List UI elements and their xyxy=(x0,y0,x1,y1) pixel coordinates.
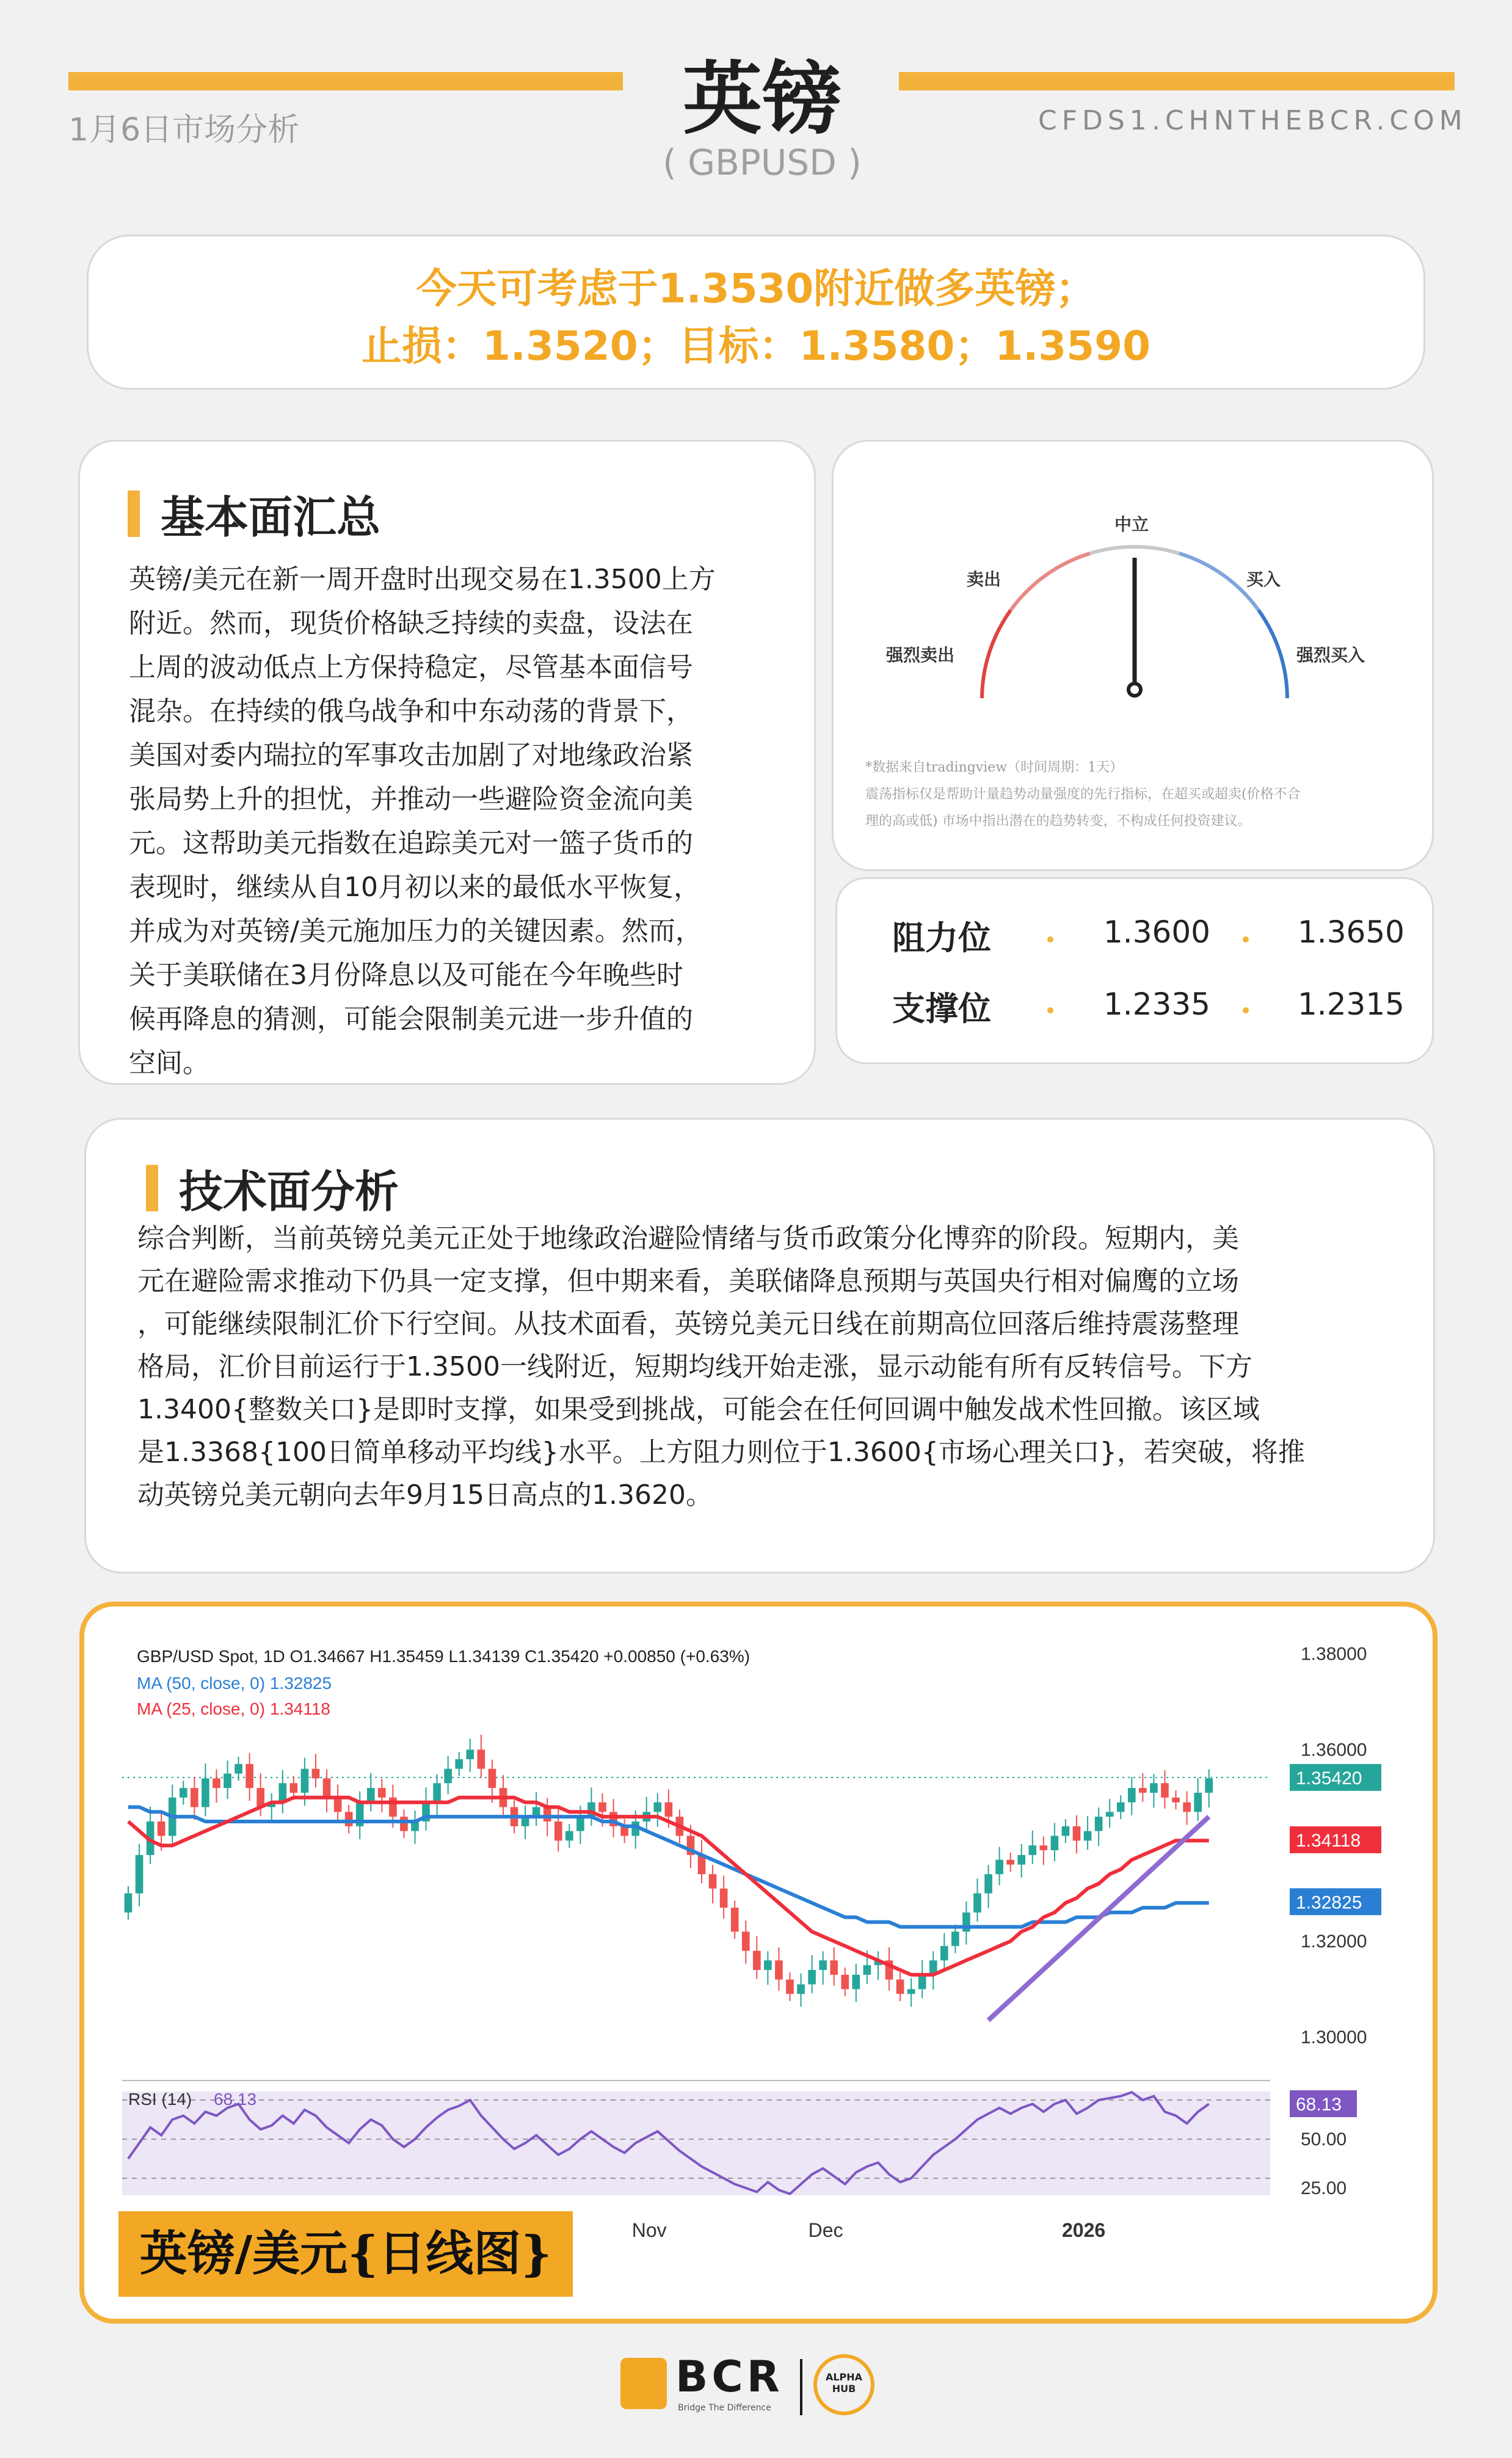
candle-body xyxy=(543,1807,551,1822)
candle-body xyxy=(444,1769,452,1784)
gauge-label-buy: 买入 xyxy=(1246,569,1281,589)
candle-body xyxy=(489,1769,496,1788)
candle-body xyxy=(1095,1817,1103,1831)
fundamental-body xyxy=(129,558,801,1085)
candle-body xyxy=(852,1975,860,1989)
candle-body xyxy=(290,1783,298,1793)
candle-body xyxy=(973,1894,981,1913)
candle-body xyxy=(345,1812,353,1826)
page-subtitle: ( GBPUSD ) xyxy=(663,142,862,183)
fundamental-line: 美国对委内瑞拉的军事攻击加剧了对地缘政治紧 xyxy=(129,740,693,771)
candle-body xyxy=(951,1931,959,1946)
candle-body xyxy=(224,1774,231,1789)
candle-body xyxy=(1139,1788,1147,1793)
fundamental-line: 空间。 xyxy=(129,1048,209,1079)
header-date: 1月6日市场分析 xyxy=(68,112,300,148)
candle-body xyxy=(202,1778,209,1807)
candle-body xyxy=(125,1894,133,1913)
candle-body xyxy=(301,1769,309,1793)
candle-body xyxy=(1183,1803,1191,1812)
ma25-badge-text: 1.34118 xyxy=(1296,1830,1361,1851)
candle-body xyxy=(400,1817,408,1831)
candle-body xyxy=(896,1980,904,1994)
section-marker xyxy=(128,491,140,537)
candle-body xyxy=(136,1855,144,1894)
technical-line: 1.3400{整数关口}是即时支撑，如果受到挑战，可能会在任何回调中触发战术性回撤。该区域 xyxy=(137,1394,1260,1425)
y-tick-label: 1.36000 xyxy=(1301,1740,1367,1760)
candle-body xyxy=(918,1975,926,1989)
chart-legend-ma50: MA (50, close, 0) 1.32825 xyxy=(137,1674,332,1693)
fundamental-title-text: 基本面汇总 xyxy=(161,492,381,543)
x-tick-label: Dec xyxy=(808,2219,843,2241)
candle-body xyxy=(1017,1855,1025,1865)
support-2: 1.2315 xyxy=(1298,986,1405,1022)
candle-body xyxy=(180,1788,187,1798)
gauge-note-3: 理的高或低) 市场中指出潜在的趋势转变，不构成任何投资建议。 xyxy=(865,814,1251,829)
gauge-label-strong-buy: 强烈买入 xyxy=(1296,645,1365,665)
gauge-note-1: *数据来自tradingview（时间周期：1天） xyxy=(865,760,1124,775)
candle-body xyxy=(466,1749,474,1759)
bullet-dot xyxy=(1047,936,1053,943)
technical-card xyxy=(84,1118,1435,1574)
support-1: 1.2335 xyxy=(1103,986,1210,1022)
footer-brand: BCR xyxy=(675,2352,783,2402)
candle-body xyxy=(1150,1783,1158,1793)
section-marker xyxy=(146,1165,158,1211)
candle-body xyxy=(962,1913,970,1931)
candle-body xyxy=(1161,1783,1169,1798)
hub-bottom: HUB xyxy=(832,2383,856,2394)
candle-body xyxy=(1062,1826,1070,1836)
candle-body xyxy=(576,1817,584,1831)
price-chart xyxy=(122,1639,1441,2250)
fundamental-line: 英镑/美元在新一周开盘时出现交易在1.3500上方 xyxy=(129,564,716,595)
candle-body xyxy=(764,1960,772,1970)
fundamental-line: 表现时，继续从自10月初以来的最低水平恢复， xyxy=(129,872,700,903)
bullet-dot xyxy=(1243,1007,1249,1013)
candle-body xyxy=(1205,1778,1213,1793)
candle-body xyxy=(797,1985,805,1994)
candle-body xyxy=(367,1788,375,1803)
candle-body xyxy=(720,1889,728,1908)
technical-line: ，可能继续限制汇价下行空间。从技术面看，英镑兑美元日线在前期高位回落后维持震荡整理 xyxy=(137,1308,1239,1340)
signal-line-1: 今天可考虑于1.3530附近做多英镑； xyxy=(416,265,1096,312)
levels-card xyxy=(835,877,1434,1064)
chart-legend-ma25: MA (25, close, 0) 1.34118 xyxy=(137,1699,330,1718)
candle-body xyxy=(1084,1831,1092,1841)
candle-body xyxy=(1117,1803,1125,1812)
candle-body xyxy=(786,1980,794,1994)
footer-logo xyxy=(620,2349,889,2423)
candle-body xyxy=(709,1874,717,1889)
fundamental-title xyxy=(128,482,380,545)
rsi-value-label: 68.13 xyxy=(214,2090,257,2109)
gauge-label-strong-sell: 强烈卖出 xyxy=(886,645,955,665)
candle-body xyxy=(1172,1798,1180,1803)
header-bar-left xyxy=(68,72,623,90)
support-label: 支撑位 xyxy=(892,990,991,1028)
resistance-2: 1.3650 xyxy=(1298,914,1405,950)
candle-body xyxy=(323,1778,331,1797)
hub-top: ALPHA xyxy=(825,2371,863,2383)
candle-body xyxy=(1194,1793,1202,1812)
fundamental-card xyxy=(78,440,816,1085)
bullet-dot xyxy=(1047,1007,1053,1013)
candle-body xyxy=(742,1931,750,1950)
candle-body xyxy=(455,1759,463,1769)
technical-line: 元在避险需求推动下仍具一定支撑，但中期来看，美联储降息预期与英国央行相对偏鹰的立场 xyxy=(137,1266,1239,1297)
chart-card xyxy=(79,1602,1437,2324)
candle-body xyxy=(1128,1788,1136,1803)
candle-body xyxy=(830,1960,838,1975)
x-tick-label: Nov xyxy=(631,2219,667,2241)
technical-line: 动英镑兑美元朝向去年9月15日高点的1.3620。 xyxy=(137,1479,713,1511)
fundamental-line: 上周的波动低点上方保持稳定，尽管基本面信号 xyxy=(129,652,693,683)
fundamental-line: 张局势上升的担忧，并推动一些避险资金流向美 xyxy=(129,784,693,815)
candle-body xyxy=(334,1798,342,1812)
signal-line-2: 止损：1.3520；目标：1.3580；1.3590 xyxy=(361,323,1151,370)
candle-body xyxy=(378,1788,386,1798)
gauge-pivot xyxy=(1129,684,1141,696)
candle-body xyxy=(665,1803,673,1817)
candle-body xyxy=(565,1831,573,1841)
candle-body xyxy=(907,1989,915,1994)
candle-body xyxy=(653,1803,661,1812)
technical-body xyxy=(137,1217,1420,1517)
last-price-badge-text: 1.35420 xyxy=(1296,1768,1362,1789)
technical-line: 综合判断，当前英镑兑美元正处于地缘政治避险情绪与货币政策分化博弈的阶段。短期内，美 xyxy=(137,1223,1239,1254)
signal-card xyxy=(87,235,1425,390)
header-website: CFDS1.CHNTHEBCR.COM xyxy=(1038,105,1467,136)
resistance-label: 阻力位 xyxy=(892,919,991,957)
candle-body xyxy=(995,1860,1003,1875)
technical-title xyxy=(146,1156,399,1220)
candle-body xyxy=(1040,1845,1048,1850)
chart-caption: 英镑/美元{日线图} xyxy=(118,2211,573,2297)
resistance-1: 1.3600 xyxy=(1103,914,1210,950)
candle-body xyxy=(598,1803,606,1812)
bcr-logo-icon xyxy=(620,2358,667,2409)
fundamental-line: 元。这帮助美元指数在追踪美元对一篮子货币的 xyxy=(129,828,693,859)
candle-body xyxy=(753,1951,761,1970)
footer-tagline: Bridge The Difference xyxy=(678,2403,771,2413)
candle-body xyxy=(1006,1860,1014,1865)
page-title: 英镑 xyxy=(682,53,841,145)
rsi-tick-label: 50.00 xyxy=(1301,2129,1347,2150)
alpha-hub-badge xyxy=(813,2354,874,2415)
footer-divider xyxy=(800,2359,802,2415)
candle-body xyxy=(940,1946,948,1961)
technical-line: 格局，汇价目前运行于1.3500一线附近，短期均线开始走涨，显示动能有所有反转信号。下方 xyxy=(137,1351,1252,1382)
candle-body xyxy=(775,1960,783,1979)
fundamental-line: 附近。然而，现货价格缺乏持续的卖盘，设法在 xyxy=(129,608,693,639)
candle-body xyxy=(213,1778,220,1788)
y-tick-label: 1.32000 xyxy=(1301,1931,1367,1952)
gauge-note-2: 震荡指标仅是帮助计量趋势动量强度的先行指标，在超买或超卖(价格不合 xyxy=(865,787,1301,802)
rsi-tick-label: 25.00 xyxy=(1301,2178,1347,2198)
fundamental-line: 关于美联储在3月份降息以及可能在今年晚些时 xyxy=(129,960,683,991)
candle-body xyxy=(1106,1812,1114,1817)
gauge-card xyxy=(832,440,1434,871)
y-tick-label: 1.30000 xyxy=(1301,2027,1367,2048)
candle-body xyxy=(863,1965,871,1975)
header-bar-right xyxy=(899,72,1455,90)
candle-body xyxy=(245,1764,253,1788)
y-tick-label: 1.38000 xyxy=(1301,1644,1367,1665)
chart-legend-line1: GBP/USD Spot, 1D O1.34667 H1.35459 L1.34139 C1.35420 +0.00850 (+0.63%) xyxy=(137,1647,751,1666)
candle-body xyxy=(1028,1845,1036,1855)
rsi-badge-text: 68.13 xyxy=(1296,2094,1342,2115)
candle-body xyxy=(191,1788,198,1807)
fundamental-line: 并成为对英镑/美元施加压力的关键因素。然而， xyxy=(129,916,702,947)
candle-body xyxy=(234,1764,242,1774)
candle-body xyxy=(158,1822,165,1836)
candle-body xyxy=(312,1769,320,1779)
ma50-badge-text: 1.32825 xyxy=(1296,1892,1362,1913)
bullet-dot xyxy=(1243,936,1249,943)
gauge-label-sell: 卖出 xyxy=(967,569,1001,589)
technical-line: 是1.3368{100日简单移动平均线}水平。上方阻力则位于1.3600{市场心理关口}，若突破，将推 xyxy=(137,1437,1305,1468)
candle-body xyxy=(1051,1836,1059,1850)
fundamental-line: 候再降息的猜测，可能会限制美元进一步升值的 xyxy=(129,1004,693,1035)
candle-body xyxy=(389,1798,397,1817)
fundamental-line: 混杂。在持续的俄乌战争和中东动荡的背景下， xyxy=(129,696,693,727)
candle-body xyxy=(731,1908,739,1931)
candle-body xyxy=(841,1975,849,1989)
candle-body xyxy=(808,1970,816,1985)
rsi-band xyxy=(122,2091,1270,2195)
candle-body xyxy=(1073,1826,1081,1841)
x-tick-label: 2026 xyxy=(1062,2219,1106,2241)
candle-body xyxy=(819,1960,827,1970)
candle-body xyxy=(554,1822,562,1840)
candle-body xyxy=(478,1749,485,1768)
gauge-label-neutral: 中立 xyxy=(1114,514,1149,534)
candle-body xyxy=(984,1874,992,1893)
technical-title-text: 技术面分析 xyxy=(179,1166,399,1217)
candle-body xyxy=(433,1783,441,1802)
rsi-label: RSI (14) xyxy=(128,2090,192,2109)
